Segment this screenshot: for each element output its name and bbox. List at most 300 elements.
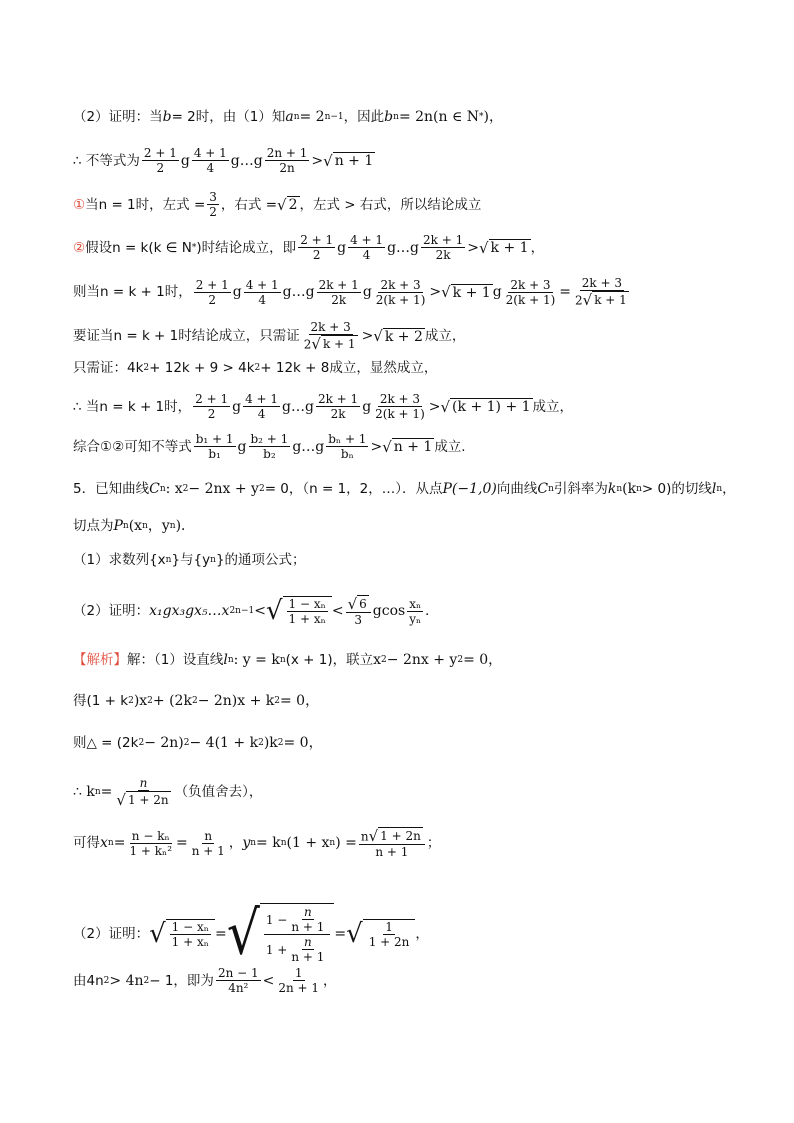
text: 则△ = (2k (73, 735, 139, 751)
sqrt (583, 291, 629, 308)
denominator: 1 + kₙ² (129, 843, 173, 858)
subscript: n (293, 112, 300, 122)
denominator: 1 + 2n (368, 934, 410, 949)
text: : y = k (233, 652, 280, 668)
numerator: 2k + 3 (380, 277, 421, 292)
fraction (190, 829, 227, 858)
line-only-need (73, 358, 437, 378)
numerator: xₙ (409, 596, 422, 611)
fraction (244, 278, 281, 307)
var-y: y (242, 835, 251, 851)
sqrt (116, 791, 170, 808)
superscript: * (479, 112, 484, 122)
problem-5-tangent-point (73, 516, 195, 536)
text: （1）求数列{x (73, 552, 166, 568)
operator: = (334, 925, 347, 942)
subscript: n (142, 521, 148, 531)
fraction (302, 320, 360, 352)
solution-slope (73, 776, 262, 808)
radicand: k + 1 (452, 284, 491, 301)
subscript: n (159, 484, 166, 494)
radical-icon: √ (582, 290, 593, 309)
denominator: 1 + xₙ (171, 934, 209, 949)
radical-icon: √ (441, 283, 451, 301)
numerator: 2k + 1 (423, 233, 464, 247)
denominator: 2(k + 1) (505, 292, 556, 307)
text: ，左式 > 右式，所以结论成立 (299, 196, 482, 213)
denominator (573, 291, 631, 308)
var-P: P (113, 518, 123, 534)
radical-icon: √ (226, 899, 260, 968)
text: ，因此 (343, 109, 385, 125)
solution-discriminant (73, 733, 323, 753)
radical-icon: √ (368, 826, 379, 845)
text: = 2时，由（1）知 (171, 109, 286, 125)
fraction (193, 392, 230, 421)
subscript: n (227, 655, 234, 665)
text: （2）证明： (73, 603, 150, 619)
sqrt (277, 195, 299, 215)
numerator: 1 (385, 919, 393, 934)
text: (1 + x (286, 835, 330, 851)
fraction (421, 233, 465, 262)
fraction (265, 146, 310, 175)
var-C: C (149, 481, 160, 497)
text: : x (165, 481, 183, 497)
text: 综合①②可知不等式 (73, 438, 192, 455)
numerator: b₁ + 1 (195, 432, 234, 446)
operator: < (262, 972, 275, 989)
numerator: 1 − xₙ (171, 919, 209, 934)
denominator: 2(k + 1) (375, 292, 426, 307)
superscript: 2 (258, 484, 265, 494)
text: ． (425, 603, 439, 619)
text: )． (175, 518, 196, 534)
dot-glyph: g (362, 398, 372, 415)
problem-5-part-1 (73, 550, 306, 570)
fraction (573, 276, 631, 308)
text: + (2k (152, 693, 192, 709)
radicand: 6 (359, 597, 367, 611)
dot-glyph: g (232, 398, 242, 415)
radical-icon: √ (382, 437, 392, 456)
text: 成立. (434, 438, 466, 455)
radical-icon: √ (323, 151, 333, 170)
sqrt (479, 238, 531, 258)
subscript: n (393, 112, 399, 122)
radicand: k + 1 (322, 337, 356, 351)
coefficient: n (360, 829, 369, 844)
fraction (216, 966, 261, 995)
denominator: b₁ (208, 447, 221, 461)
numerator (264, 905, 331, 935)
fraction (276, 966, 321, 995)
fraction (289, 905, 326, 934)
numerator: n (304, 905, 312, 919)
sqrt (266, 596, 332, 626)
numerator: 2 + 1 (195, 392, 229, 406)
text: ， (722, 481, 736, 497)
line-induction-hypothesis (73, 233, 544, 262)
dot-glyph: gcos (372, 603, 406, 619)
analysis-label: 【解析】 (73, 652, 127, 668)
text: （2）证明： (73, 925, 150, 942)
sqrt (369, 827, 423, 844)
radicand (363, 919, 416, 949)
circled-one: ① (73, 196, 86, 213)
fraction (194, 432, 236, 461)
problem-5-statement (73, 479, 736, 499)
operator: > (361, 328, 374, 344)
numerator: 2k + 1 (318, 277, 359, 292)
denominator: 4 (257, 407, 266, 421)
text: )， (483, 109, 504, 125)
radicand: k + 1 (594, 293, 627, 307)
point-P: P(−1,0) (442, 481, 497, 497)
superscript: 2 (381, 655, 387, 665)
denominator: n + 1 (375, 845, 409, 859)
problem-5-part-2 (73, 595, 439, 627)
numerator: 2k + 3 (581, 276, 623, 290)
fraction (504, 278, 558, 307)
denominator: 4n² (228, 981, 249, 995)
text: )k (263, 735, 278, 751)
subscript: n (250, 838, 257, 848)
text: = 0， (283, 735, 323, 751)
var-b: b (384, 109, 394, 125)
text: ， (415, 925, 429, 942)
numerator: 2n + 1 (266, 146, 308, 160)
fraction (367, 920, 412, 949)
text: 要证当n = k + 1时结论成立，只需证 (73, 328, 300, 344)
sqrt (441, 282, 493, 302)
text: （2）证明：当 (73, 109, 163, 125)
text: = 0， (280, 693, 320, 709)
text: （负值舍去）， (174, 784, 263, 800)
denominator: 2 (208, 292, 217, 307)
numerator: 2k + 3 (510, 277, 551, 292)
numerator: 1 − xₙ (288, 597, 326, 611)
operator: = (113, 835, 126, 851)
text: ， (530, 239, 545, 256)
radicand (283, 596, 332, 626)
fraction (348, 233, 385, 262)
var-l: l (223, 652, 228, 668)
denominator: 4 (206, 161, 215, 175)
superscript: 2 (258, 738, 264, 748)
text: ，y (147, 518, 170, 534)
fraction (316, 392, 360, 421)
subscript: n (636, 484, 642, 494)
text: )时结论成立，即 (196, 239, 297, 256)
superscript: 2 (183, 738, 190, 748)
fraction (170, 920, 211, 949)
numerator: n (304, 935, 312, 949)
text: 1 + (265, 942, 288, 957)
dot-glyph: g…g (292, 438, 325, 455)
superscript: * (191, 242, 197, 253)
text: 当n = 1时，左式 = (85, 196, 206, 213)
sqrt (346, 919, 415, 949)
sqrt (323, 151, 375, 171)
fraction (249, 432, 291, 461)
superscript: 2 (457, 655, 464, 665)
radical-icon: √ (478, 238, 489, 257)
sqrt (348, 595, 369, 612)
text: ∴ 不等式为 (73, 152, 140, 169)
numerator: 2n − 1 (217, 966, 259, 980)
superscript: 2 (138, 738, 145, 748)
coefficient: 2 (303, 337, 312, 352)
denominator: 2n (279, 161, 295, 175)
numerator: n − kₙ (131, 828, 170, 843)
numerator (359, 827, 425, 845)
subscript: n (94, 787, 101, 797)
text: }与{y (171, 552, 211, 568)
subscript: n (210, 555, 216, 565)
superscript: 2 (254, 363, 261, 373)
fraction (298, 233, 335, 262)
superscript: 2 (128, 696, 134, 706)
line-therefore-k-plus-1 (73, 392, 573, 421)
var-b: b (162, 109, 172, 125)
numerator (346, 595, 371, 613)
text: − 2nx + y (188, 481, 259, 497)
denominator: n + 1 (291, 950, 325, 964)
fraction (374, 278, 428, 307)
line-base-case (73, 190, 481, 219)
operator: > (428, 398, 441, 415)
var-C: C (537, 481, 549, 497)
denominator: b₂ (263, 447, 276, 461)
operator: = (559, 284, 571, 300)
denominator: 1 + xₙ (288, 612, 326, 626)
radical-icon: √ (311, 334, 321, 353)
fraction (243, 392, 280, 421)
radicand (260, 903, 335, 964)
denominator: 2k (330, 407, 346, 421)
superscript: 2 (147, 696, 153, 706)
superscript: 2 (274, 696, 280, 706)
text: = 0， (463, 652, 503, 668)
radical-icon: √ (440, 397, 451, 416)
denominator: 2k (331, 292, 347, 307)
compound-fraction (264, 905, 331, 964)
text: ) = (335, 835, 357, 851)
text: 成立， (532, 398, 574, 415)
text: 由4n (73, 972, 104, 989)
operator: > (429, 284, 442, 300)
denominator: 2 (209, 205, 217, 219)
sqrt (311, 335, 357, 352)
radical-icon: √ (265, 596, 283, 626)
text: − 2n)x + k (197, 693, 275, 709)
dot-glyph: g (337, 239, 347, 256)
text: ， (228, 835, 243, 851)
superscript: 2 (191, 696, 198, 706)
superscript: n−1 (324, 112, 344, 122)
text: (x + 1)，联立 (285, 652, 374, 668)
dot-glyph: g…g (282, 398, 314, 415)
numerator: 1 (294, 966, 303, 980)
text: 则当n = k + 1时， (73, 284, 192, 300)
denominator: 2k (435, 248, 451, 262)
subscript: n (279, 655, 286, 665)
denominator: 4 (258, 292, 266, 307)
text: (k (622, 481, 637, 497)
superscript: 2 (143, 975, 150, 986)
numerator: 4 + 1 (245, 277, 279, 292)
fraction (114, 776, 172, 808)
text: − 4(1 + k (189, 735, 259, 751)
line-k-plus-1 (73, 276, 633, 308)
subscript: n (107, 838, 114, 848)
fraction (289, 935, 326, 964)
solution-xn-yn (73, 827, 440, 859)
dot-glyph: g…g (230, 152, 263, 169)
text: + 12k + 9 > 4k (149, 360, 255, 376)
text: 解：（1）设直线 (127, 652, 224, 668)
solution-start (73, 650, 502, 670)
denominator: 4 (362, 248, 371, 262)
sqrt (149, 919, 215, 949)
radicand: n + 1 (393, 439, 433, 455)
denominator: 3 (354, 613, 362, 627)
text: > 4n (109, 972, 144, 989)
line-need-to-prove (73, 320, 465, 352)
text: ∴ 当n = k + 1时， (73, 398, 192, 415)
radical-icon: √ (346, 918, 363, 949)
fraction (346, 595, 371, 627)
fraction (194, 278, 231, 307)
fraction (359, 827, 425, 859)
denominator: 2 (207, 407, 216, 421)
numerator: 4 + 1 (193, 146, 227, 160)
fraction (127, 829, 174, 858)
fraction (142, 146, 179, 175)
fraction (287, 597, 328, 626)
text: 成立， (424, 328, 466, 344)
subscript: n (169, 521, 176, 531)
text: 切点为 (73, 518, 114, 534)
superscript: 2 (182, 484, 189, 494)
numerator: 2 + 1 (195, 277, 229, 292)
sqrt (382, 437, 434, 457)
numerator: 4 + 1 (245, 392, 279, 406)
subscript: 2n−1 (229, 606, 255, 616)
radical-icon: √ (373, 327, 383, 345)
fraction (207, 190, 219, 219)
subscript: n (280, 838, 287, 848)
text: ； (426, 835, 441, 851)
text: > 0)的切线 (641, 481, 712, 497)
operator: = (214, 925, 227, 942)
subscript: n (122, 521, 129, 531)
text: − 2n) (144, 735, 184, 751)
text: }的通项公式； (215, 552, 306, 568)
text: 可得 (73, 835, 100, 851)
dot-glyph: g (492, 284, 502, 300)
var-l: l (711, 481, 717, 497)
solution-quadratic (73, 691, 319, 711)
fraction (407, 597, 423, 626)
text: 5．已知曲线 (73, 481, 150, 497)
numerator: 2k + 3 (379, 392, 421, 406)
operator: < (254, 603, 266, 619)
dot-glyph: g (362, 284, 372, 300)
radicand: 1 + 2n (127, 793, 169, 807)
var-k: k (607, 481, 617, 497)
dot-glyph: g…g (282, 284, 315, 300)
numerator: 3 (209, 190, 217, 204)
superscript: 2 (143, 363, 150, 373)
subscript: n (165, 555, 172, 565)
numerator: 2 + 1 (143, 146, 177, 160)
sqrt (226, 899, 335, 968)
text: 只需证：4k (73, 360, 144, 376)
superscript: 2 (103, 975, 110, 986)
text: 假设n = k(k ∈ N (85, 239, 192, 256)
proof-inequality (73, 966, 337, 995)
radicand: (k + 1) + 1 (452, 399, 531, 415)
dot-glyph: g (180, 152, 190, 169)
radicand: k + 1 (490, 240, 529, 256)
subscript: n (616, 484, 623, 494)
line-proof-2-start (73, 107, 503, 127)
var-a: a (285, 109, 294, 125)
denominator (264, 935, 331, 964)
denominator (302, 335, 360, 352)
denominator: n + 1 (291, 920, 325, 934)
radical-icon: √ (277, 195, 287, 214)
fraction (192, 146, 229, 175)
operator: = (100, 784, 113, 800)
product: x₁gx₃gx₅…x (149, 603, 230, 619)
operator: < (331, 603, 344, 619)
circled-two: ② (73, 239, 86, 256)
numerator: 2 + 1 (300, 233, 334, 247)
text: ，右式 = (220, 196, 278, 213)
numerator: 2k + 1 (317, 392, 359, 406)
text: )x (133, 693, 148, 709)
operator: > (467, 239, 479, 256)
radicand: n + 1 (334, 153, 374, 169)
line-conclusion (73, 432, 466, 461)
numerator: n (204, 828, 213, 843)
sqrt (440, 397, 532, 417)
dot-glyph: g (232, 284, 242, 300)
text: 引斜率为 (553, 481, 608, 497)
radicand: k + 2 (384, 328, 423, 345)
fraction (373, 392, 427, 421)
text: 得(1 + k (73, 693, 129, 709)
text: (x (128, 518, 143, 534)
numerator: bₙ + 1 (328, 432, 367, 446)
denominator (114, 791, 172, 808)
numerator: b₂ + 1 (250, 432, 289, 446)
radical-icon: √ (347, 594, 358, 613)
text: 1 − (265, 912, 288, 927)
coefficient: 2 (575, 293, 583, 308)
text: − 2nx + y (386, 652, 458, 668)
radical-icon: √ (116, 790, 126, 809)
radicand: 2 (288, 197, 298, 213)
radicand (166, 919, 215, 949)
dot-glyph: g…g (387, 239, 419, 256)
text: = 2 (299, 109, 325, 125)
superscript: 2 (277, 738, 284, 748)
denominator: 2 (312, 248, 321, 262)
